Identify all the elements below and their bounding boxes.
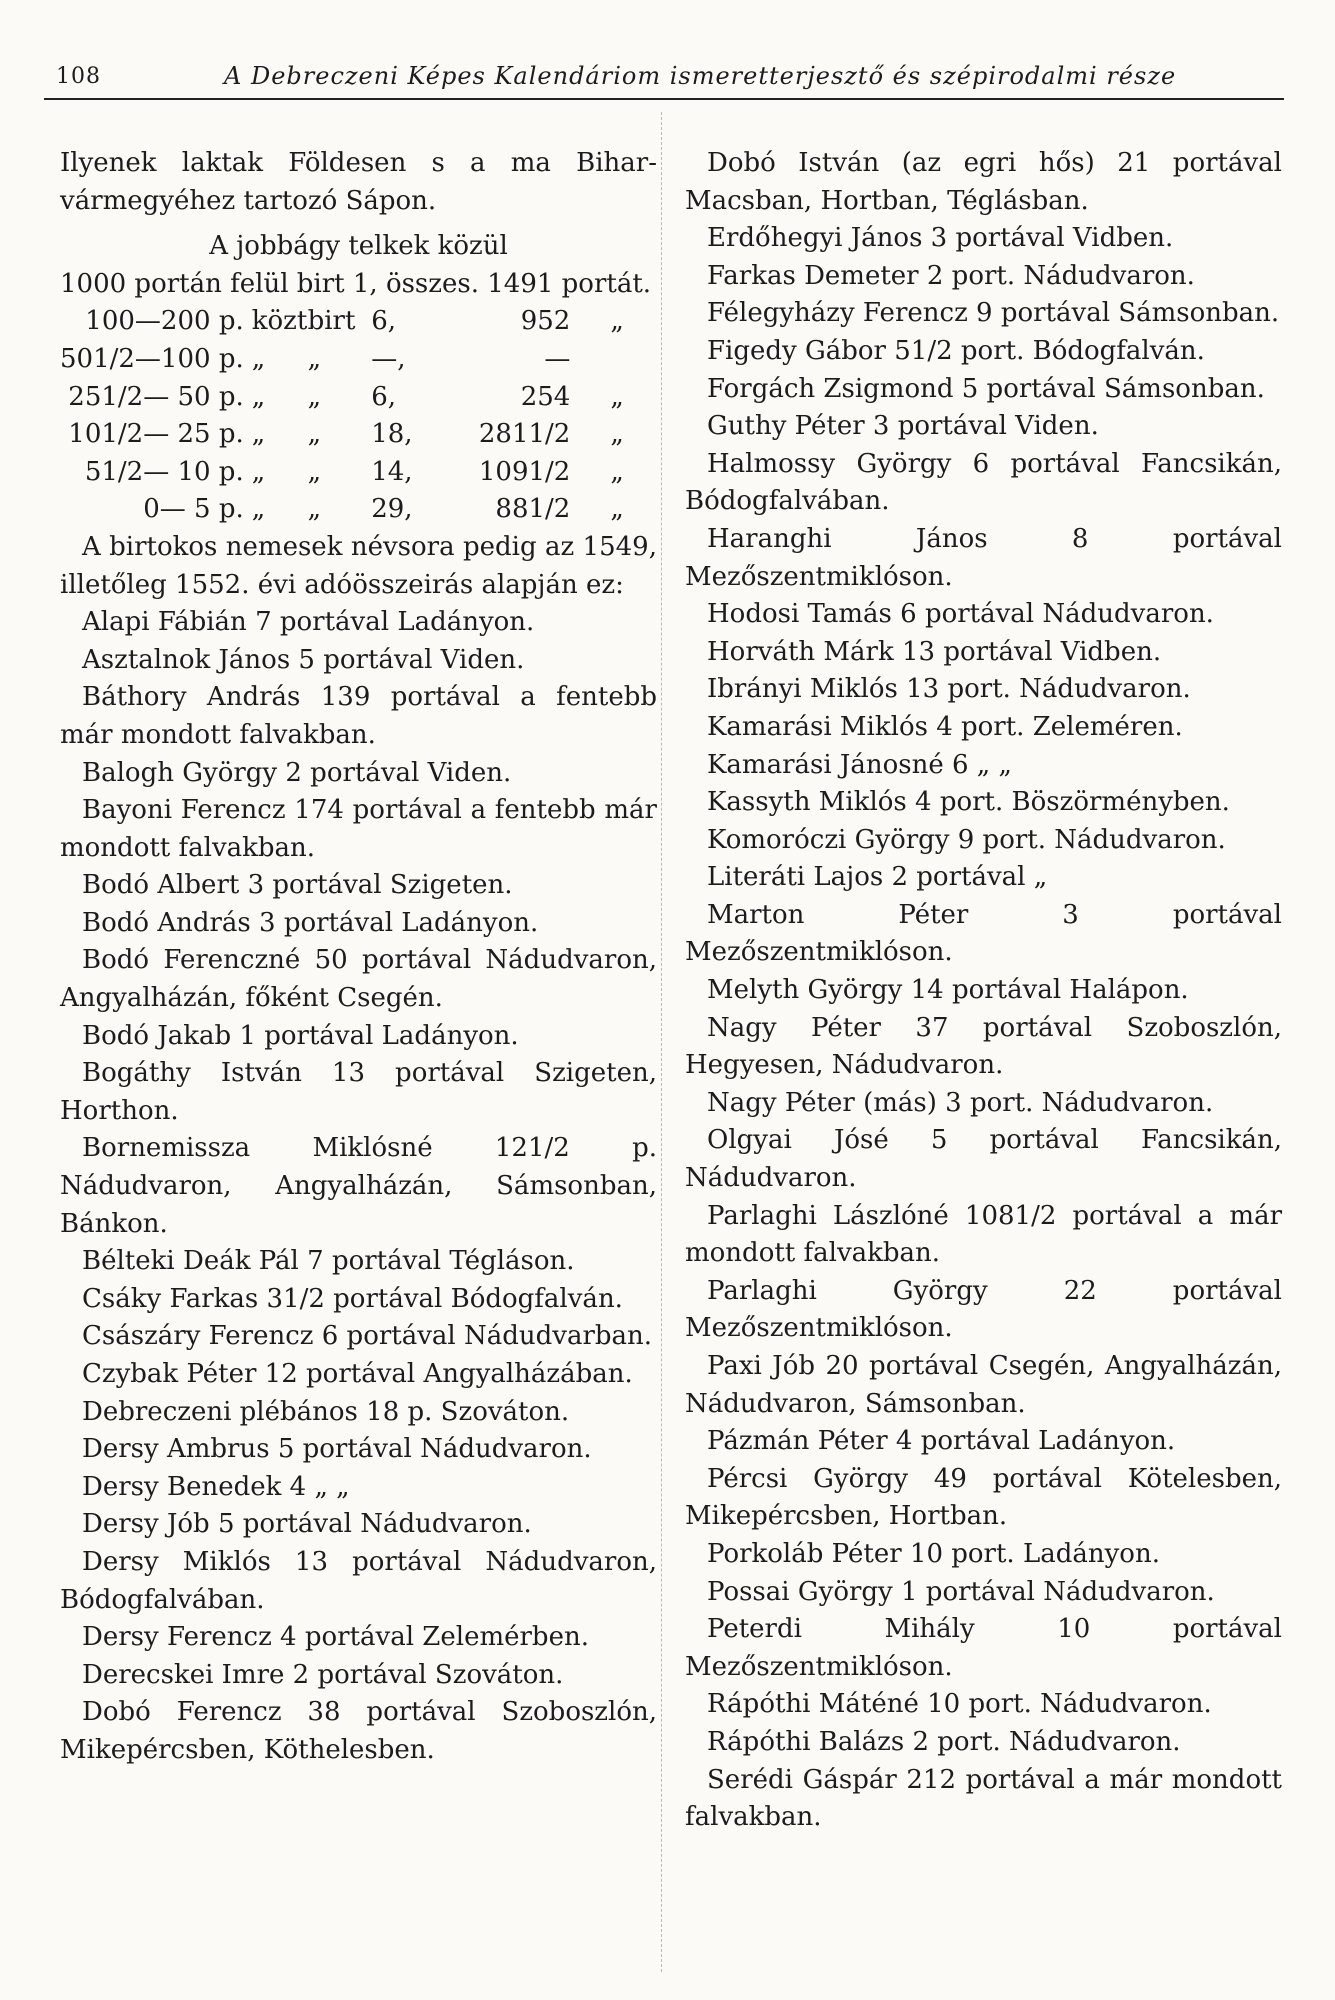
stats-birt-cell: „ bbox=[307, 343, 322, 374]
nobles-intro-paragraph: A birtokos nemesek névsora pedig az 1549, illetőleg 1552. évi adóösszeirás alapján ez: bbox=[60, 531, 657, 600]
stats-unit-cell: „ bbox=[610, 381, 624, 412]
noble-entry: Bodó Ferenczné 50 portával Nádudvaron, Angyalházán, főként Csegén. bbox=[60, 945, 657, 1014]
noble-entry: Olgyai Jósé 5 portával Fancsikán, Nádudvaron. bbox=[685, 1125, 1282, 1194]
noble-entry: Nagy Péter 37 portával Szoboszlón, Hegyesen, Nádudvaron. bbox=[685, 1012, 1282, 1081]
noble-entry: Báthory András 139 portával a fentebb már mondott falvakban. bbox=[60, 682, 657, 750]
noble-entry: Derecskei Imre 2 portával Szováton. bbox=[82, 1659, 564, 1690]
stats-count-cell: 18, bbox=[371, 419, 413, 450]
first-stat-line: 1000 portán felül birt 1, összes. 1491 portát. bbox=[60, 268, 652, 299]
stats-range-cell: 251/2— 50 p. bbox=[68, 381, 244, 412]
right-entry-list bbox=[685, 145, 1282, 1837]
noble-entry: Literáti Lajos 2 portával „ bbox=[707, 862, 1048, 893]
stats-unit-cell: „ bbox=[610, 306, 624, 337]
stats-total-cell: 1091/2 bbox=[478, 456, 571, 487]
noble-entry: Dobó István (az egri hős) 21 portával Macsban, Hortban, Téglásban. bbox=[685, 148, 1282, 216]
noble-entry: Ibrányi Miklós 13 port. Nádudvaron. bbox=[707, 674, 1191, 705]
noble-entry: Dersy Miklós 13 portával Nádudvaron, Bódogfalvában. bbox=[60, 1546, 657, 1615]
noble-entry: Erdőhegyi János 3 portával Vidben. bbox=[707, 223, 1174, 254]
stats-count-cell: 6, bbox=[371, 306, 397, 337]
running-title: A Debreczeni Képes Kalendáriom ismeretterjesztő és szépirodalmi része bbox=[224, 62, 1177, 90]
noble-entry: Porkoláb Péter 10 port. Ladányon. bbox=[707, 1538, 1160, 1569]
noble-entry: Debreczeni plébános 18 p. Szováton. bbox=[82, 1396, 570, 1427]
column-divider bbox=[661, 112, 662, 1972]
page-number: 108 bbox=[56, 64, 101, 89]
stats-total-cell: 952 bbox=[520, 306, 571, 337]
serf-plots-heading: A jobbágy telkek közül bbox=[209, 231, 508, 262]
stats-birt-cell: birt bbox=[307, 306, 356, 337]
left-column bbox=[60, 145, 657, 1770]
stats-birt-cell: „ bbox=[307, 494, 322, 525]
noble-entry: Félegyházy Ferencz 9 portával Sámsonban. bbox=[707, 298, 1280, 329]
intro-paragraph: Ilyenek laktak Földesen s a ma Bihar-vármegyéhez tartozó Sápon. bbox=[60, 148, 657, 216]
noble-entry: Komoróczi György 9 port. Nádudvaron. bbox=[707, 824, 1226, 855]
stats-unit-cell: „ bbox=[610, 456, 624, 487]
noble-entry: Pázmán Péter 4 portával Ladányon. bbox=[707, 1426, 1176, 1457]
noble-entry: Csáky Farkas 31/2 portával Bódogfalván. bbox=[82, 1283, 623, 1314]
noble-entry: Bayoni Ferencz 174 portával a fentebb már mondott falvakban. bbox=[60, 795, 657, 863]
stats-word-cell: „ bbox=[251, 419, 266, 450]
stats-unit-cell: „ bbox=[610, 419, 624, 450]
noble-entry: Dobó Ferencz 38 portával Szoboszlón, Mikepércsben, Köthelesben. bbox=[60, 1697, 657, 1765]
noble-entry: Bogáthy István 13 portával Szigeten, Horthon. bbox=[60, 1058, 657, 1126]
noble-entry: Kassyth Miklós 4 port. Böszörményben. bbox=[707, 787, 1230, 818]
left-entry-list bbox=[60, 604, 657, 1769]
stats-row bbox=[60, 303, 657, 341]
stats-range-cell: 100—200 p. bbox=[85, 306, 244, 337]
stats-word-cell: „ bbox=[251, 343, 266, 374]
noble-entry: Marton Péter 3 portával Mezőszentmiklóson. bbox=[685, 899, 1282, 968]
noble-entry: Czybak Péter 12 portával Angyalházában. bbox=[82, 1359, 633, 1389]
stats-total-cell: — bbox=[544, 343, 571, 374]
stats-word-cell: „ bbox=[251, 381, 266, 412]
stats-count-cell: —, bbox=[371, 343, 406, 374]
stats-word-cell: „ bbox=[251, 456, 266, 487]
stats-word-cell: „ bbox=[251, 494, 266, 525]
noble-entry: Parlaghi György 22 portával Mezőszentmiklóson. bbox=[685, 1275, 1282, 1344]
noble-entry: Bodó Albert 3 portával Szigeten. bbox=[82, 870, 513, 901]
noble-entry: Serédi Gáspár 212 portával a már mondott falvakban. bbox=[685, 1764, 1282, 1833]
stats-range-cell: 0— 5 p. bbox=[143, 494, 244, 525]
stats-range-cell: 501/2—100 p. bbox=[60, 343, 244, 374]
noble-entry: Farkas Demeter 2 port. Nádudvaron. bbox=[707, 260, 1195, 291]
stats-total-cell: 881/2 bbox=[495, 494, 571, 525]
noble-entry: Melyth György 14 portával Halápon. bbox=[707, 975, 1189, 1006]
stats-unit-cell: „ bbox=[610, 494, 624, 525]
stats-row bbox=[60, 454, 657, 492]
noble-entry: Pércsi György 49 portával Kötelesben, Mikepércsben, Hortban. bbox=[685, 1463, 1282, 1532]
noble-entry: Dersy Jób 5 portával Nádudvaron. bbox=[82, 1509, 532, 1540]
stats-range-cell: 101/2— 25 p. bbox=[68, 419, 244, 450]
stats-row bbox=[60, 491, 657, 529]
noble-entry: Bodó Jakab 1 portával Ladányon. bbox=[82, 1020, 519, 1051]
noble-entry: Bélteki Deák Pál 7 portával Tégláson. bbox=[82, 1246, 575, 1277]
stats-total-cell: 2811/2 bbox=[478, 419, 571, 450]
noble-entry: Bornemissza Miklósné 121/2 p. Nádudvaron, Angyalházán, Sámsonban, Bánkon. bbox=[60, 1133, 657, 1239]
noble-entry: Hodosi Tamás 6 portával Nádudvaron. bbox=[707, 599, 1214, 630]
noble-entry: Paxi Jób 20 portával Csegén, Angyalházán, Nádudvaron, Sámsonban. bbox=[685, 1351, 1282, 1419]
noble-entry: Rápóthi Balázs 2 port. Nádudvaron. bbox=[707, 1726, 1181, 1757]
stats-row bbox=[60, 341, 657, 379]
stats-count-cell: 6, bbox=[371, 381, 397, 412]
noble-entry: Parlaghi Lászlóné 1081/2 portával a már mondott falvakban. bbox=[685, 1200, 1282, 1269]
stats-birt-cell: „ bbox=[307, 456, 322, 487]
stats-row bbox=[60, 416, 657, 454]
stats-word-cell: közt bbox=[251, 306, 308, 337]
noble-entry: Halmossy György 6 portával Fancsikán, Bódogfalvában. bbox=[685, 448, 1282, 517]
stats-count-cell: 29, bbox=[371, 494, 413, 525]
noble-entry: Kamarási Miklós 4 port. Zeleméren. bbox=[707, 711, 1183, 742]
noble-entry: Possai György 1 portával Nádudvaron. bbox=[707, 1576, 1215, 1607]
noble-entry: Haranghi János 8 portával Mezőszentmiklóson. bbox=[685, 523, 1282, 592]
noble-entry: Horváth Márk 13 portával Vidben. bbox=[707, 636, 1162, 667]
noble-entry: Nagy Péter (más) 3 port. Nádudvaron. bbox=[707, 1087, 1214, 1118]
stats-total-cell: 254 bbox=[520, 381, 571, 412]
noble-entry: Guthy Péter 3 portával Viden. bbox=[707, 411, 1099, 442]
noble-entry: Balogh György 2 portával Viden. bbox=[82, 757, 512, 788]
noble-entry: Rápóthi Máténé 10 port. Nádudvaron. bbox=[707, 1689, 1212, 1720]
noble-entry: Dersy Ambrus 5 portával Nádudvaron. bbox=[82, 1434, 592, 1465]
noble-entry: Alapi Fábián 7 portával Ladányon. bbox=[82, 607, 535, 638]
noble-entry: Kamarási Jánosné 6 „ „ bbox=[707, 749, 1013, 780]
running-header bbox=[44, 58, 1284, 100]
noble-entry: Császáry Ferencz 6 portával Nádudvarban. bbox=[82, 1321, 653, 1352]
serf-plots-table bbox=[60, 303, 657, 529]
stats-unit-cell bbox=[610, 341, 657, 379]
stats-birt-cell: „ bbox=[307, 419, 322, 450]
stats-row bbox=[60, 379, 657, 417]
noble-entry: Dersy Ferencz 4 portával Zelemérben. bbox=[82, 1622, 589, 1653]
noble-entry: Dersy Benedek 4 „ „ bbox=[82, 1471, 350, 1502]
noble-entry: Figedy Gábor 51/2 port. Bódogfalván. bbox=[707, 335, 1205, 366]
noble-entry: Asztalnok János 5 portával Viden. bbox=[82, 644, 525, 675]
stats-count-cell: 14, bbox=[371, 456, 413, 487]
noble-entry: Peterdi Mihály 10 portával Mezőszentmiklóson. bbox=[685, 1614, 1282, 1682]
stats-range-cell: 51/2— 10 p. bbox=[84, 456, 244, 487]
noble-entry: Bodó András 3 portával Ladányon. bbox=[82, 907, 539, 938]
stats-birt-cell: „ bbox=[307, 381, 322, 412]
noble-entry: Forgách Zsigmond 5 portával Sámsonban. bbox=[707, 373, 1265, 404]
right-column bbox=[685, 145, 1282, 1837]
